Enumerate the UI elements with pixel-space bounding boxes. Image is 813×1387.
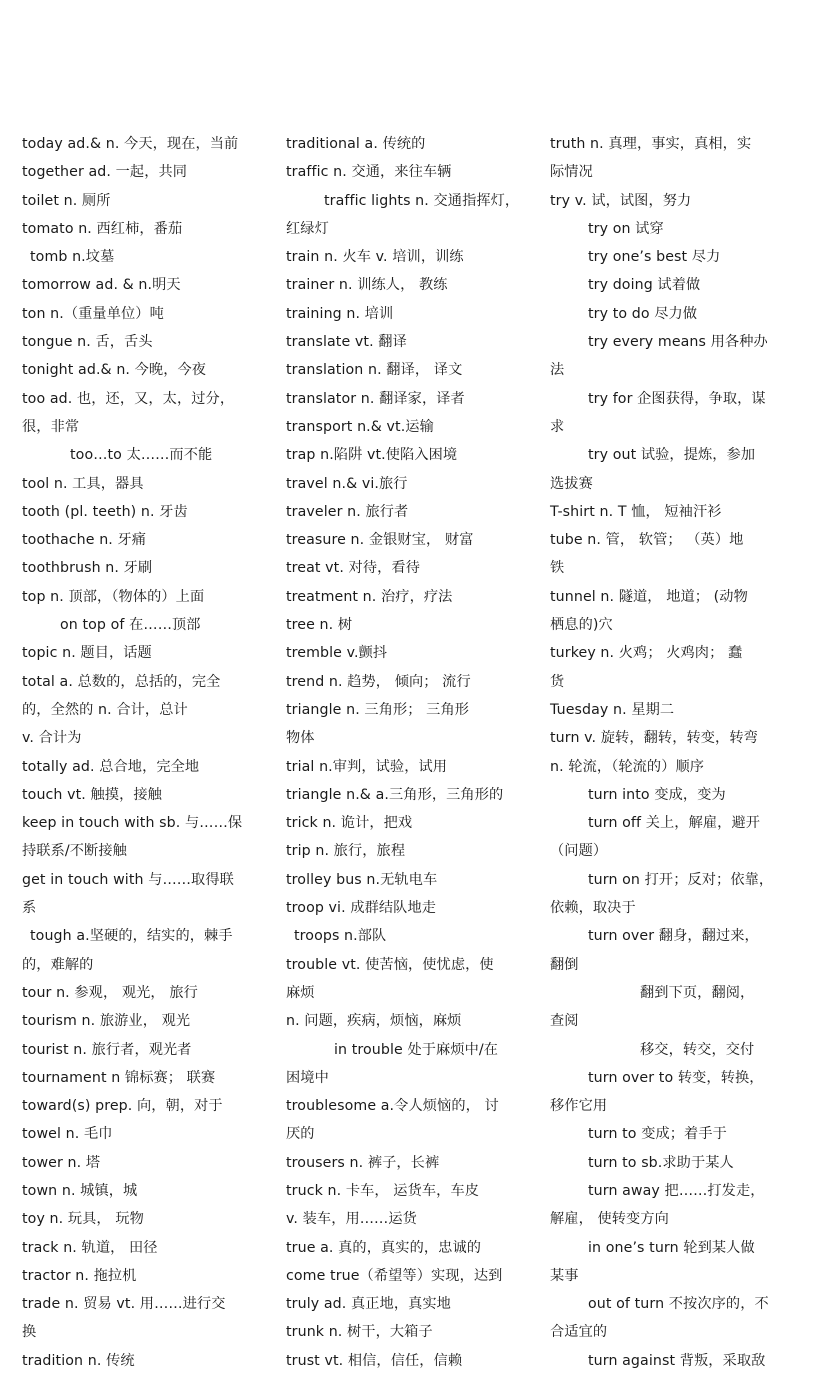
vocab-line: 持联系/不断接触 (22, 843, 127, 860)
vocab-line: 移交，转交，交付 (640, 1041, 755, 1058)
vocab-line: tomorrow ad. & n.明天 (22, 277, 181, 294)
vocab-line: truck n. 卡车， 运货车，车皮 (286, 1182, 480, 1199)
vocab-line: tower n. 塔 (22, 1154, 101, 1171)
vocab-line: trip n. 旅行，旅程 (286, 843, 406, 860)
vocab-line: transport n.& vt.运输 (286, 418, 434, 435)
vocab-line: traditional a. 传统的 (286, 136, 426, 152)
vocab-line: toilet n. 厕所 (22, 192, 111, 209)
vocab-line: topic n. 题目，话题 (22, 645, 152, 662)
vocab-line: tourist n. 旅行者，观光者 (22, 1041, 192, 1058)
vocab-line: 翻到下页，翻阅， (640, 984, 755, 1001)
vocab-line: traffic n. 交通，来往车辆 (286, 164, 452, 181)
vocab-line: 货 (550, 673, 565, 690)
vocab-line: try for 企图获得，争取，谋 (588, 390, 766, 407)
vocab-line: truth n. 真理，事实，真相，实 (550, 136, 752, 152)
vocab-line: toy n. 玩具， 玩物 (22, 1211, 144, 1228)
vocab-line: too…to 太……而不能 (70, 447, 213, 464)
vocab-line: ton n.（重量单位）吨 (22, 305, 164, 322)
vocab-line: 翻倒 (550, 956, 579, 973)
vocab-line: together ad. 一起，共同 (22, 164, 188, 181)
vocab-line: 解雇， 使转变方向 (550, 1211, 669, 1228)
vocab-line: translate vt. 翻译 (286, 334, 407, 351)
vocab-line: tournament n 锦标赛； 联赛 (22, 1069, 216, 1086)
vocab-line: tube n. 管， 软管； （英）地 (550, 532, 744, 549)
vocab-line: out of turn 不按次序的，不 (588, 1296, 769, 1313)
vocab-line: try one’s best 尽力 (588, 249, 721, 266)
vocab-line: trap n.陷阱 vt.使陷入困境 (286, 447, 458, 464)
vocab-line: 很，非常 (22, 418, 80, 435)
vocab-line: tree n. 树 (286, 617, 353, 634)
vocab-line: trainer n. 训练人， 教练 (286, 277, 448, 294)
vocab-line: try v. 试，试图，努力 (550, 192, 692, 209)
vocab-line: traveler n. 旅行者 (286, 503, 409, 520)
vocab-line: 困境中 (286, 1069, 329, 1086)
vocab-line: 系 (22, 900, 37, 917)
vocab-line: 际情况 (550, 164, 593, 181)
vocab-line: trend n. 趋势， 倾向； 流行 (286, 673, 471, 690)
vocab-line: traffic lights n. 交通指挥灯， (324, 192, 520, 209)
vocab-line: 移作它用 (550, 1098, 608, 1115)
vocab-line: turn over 翻身，翻过来， (588, 928, 759, 945)
vocab-line: 麻烦 (286, 984, 315, 1001)
vocab-line: get in touch with 与……取得联 (22, 871, 234, 888)
vocab-line: keep in touch with sb. 与……保 (22, 815, 243, 832)
vocab-line: come true（希望等）实现，达到 (286, 1267, 503, 1284)
vocab-line: total a. 总数的，总括的，完全 (22, 673, 221, 690)
vocab-line: try every means 用各种办 (588, 334, 768, 351)
vocab-line: turn over to 转变，转换， (588, 1069, 764, 1086)
vocab-line: turkey n. 火鸡； 火鸡肉； 蠢 (550, 645, 743, 662)
vocab-line: town n. 城镇，城 (22, 1182, 138, 1199)
vocab-line: troop vi. 成群结队地走 (286, 900, 437, 917)
vocab-line: toothbrush n. 牙刷 (22, 560, 153, 577)
vocab-line: treat vt. 对待，看待 (286, 560, 420, 577)
vocab-line: turn v. 旋转，翻转，转变，转弯 (550, 730, 758, 747)
vocab-line: troublesome a.令人烦恼的， 讨 (286, 1098, 499, 1115)
vocab-line: v. 装车，用……运货 (286, 1211, 417, 1228)
vocab-line: try on 试穿 (588, 220, 664, 237)
vocab-line: n. 问题，疾病，烦恼，麻烦 (286, 1013, 462, 1030)
vocab-line: training n. 培训 (286, 305, 394, 322)
vocab-line: 栖息的)穴 (550, 617, 613, 634)
vocab-line: tongue n. 舌，舌头 (22, 334, 153, 351)
vocab-line: 选拔赛 (550, 475, 593, 492)
vocab-line: tomb n.坟墓 (30, 249, 115, 266)
vocab-line: Tuesday n. 星期二 (550, 701, 675, 718)
vocab-line: trial n.审判，试验，试用 (286, 758, 448, 775)
vocab-line: tool n. 工具，器具 (22, 475, 144, 492)
vocab-line: triangle n.& a.三角形，三角形的 (286, 786, 504, 803)
vocab-line: tooth (pl. teeth) n. 牙齿 (22, 503, 188, 520)
vocab-line: tractor n. 拖拉机 (22, 1267, 137, 1284)
vocab-line: turn to 变成；着手于 (588, 1126, 727, 1143)
vocab-line: turn to sb.求助于某人 (588, 1154, 734, 1171)
vocab-line: 物体 (286, 730, 315, 747)
vocab-line: 的，全然的 n. 合计，总计 (22, 701, 188, 718)
vocab-line: towel n. 毛巾 (22, 1126, 113, 1143)
vocab-line: toward(s) prep. 向，朝，对于 (22, 1098, 223, 1115)
vocab-line: trouble vt. 使苦恼，使忧虑，使 (286, 956, 494, 973)
vocab-line: on top of 在……顶部 (60, 617, 201, 634)
vocab-line: in trouble 处于麻烦中/在 (334, 1041, 499, 1058)
vocab-line: try doing 试着做 (588, 277, 701, 294)
vocab-line: 换 (22, 1324, 37, 1341)
vocab-line: in one’s turn 轮到某人做 (588, 1239, 755, 1256)
vocab-line: treatment n. 治疗，疗法 (286, 588, 453, 605)
vocab-line: trolley bus n.无轨电车 (286, 871, 438, 888)
vocab-line: turn against 背叛，采取敌 (588, 1352, 766, 1369)
vocabulary-column-2 (286, 130, 518, 1375)
vocab-line: track n. 轨道， 田径 (22, 1239, 158, 1256)
vocab-line: truly ad. 真正地，真实地 (286, 1296, 451, 1313)
vocab-line: turn into 变成，变为 (588, 786, 726, 803)
vocab-line: 铁 (550, 560, 565, 577)
vocab-line: translation n. 翻译， 译文 (286, 362, 463, 379)
vocab-line: tunnel n. 隧道， 地道； (动物 (550, 588, 748, 605)
vocab-line: try out 试验，提炼，参加 (588, 447, 756, 464)
vocab-line: tonight ad.& n. 今晚，今夜 (22, 362, 207, 379)
vocab-line: totally ad. 总合地，完全地 (22, 758, 200, 775)
vocab-line: train n. 火车 v. 培训，训练 (286, 249, 464, 266)
vocab-line: tomato n. 西红柿，番茄 (22, 220, 183, 237)
vocab-line: 厌的 (286, 1126, 315, 1143)
vocabulary-column-3 (550, 130, 782, 1375)
vocab-line: n. 轮流，（轮流的）顺序 (550, 758, 705, 775)
vocab-line: 法 (550, 362, 565, 379)
vocab-line: top n. 顶部，（物体的）上面 (22, 588, 205, 605)
vocab-line: 合适宜的 (550, 1324, 608, 1341)
vocab-line: travel n.& vi.旅行 (286, 475, 408, 492)
vocab-line: trust vt. 相信，信任，信赖 (286, 1352, 463, 1369)
vocab-line: 的，难解的 (22, 956, 94, 973)
vocab-line: touch vt. 触摸，接触 (22, 786, 162, 803)
vocab-line: tour n. 参观， 观光， 旅行 (22, 984, 198, 1001)
vocab-line: tremble v.颤抖 (286, 645, 388, 662)
vocab-line: v. 合计为 (22, 730, 82, 747)
vocab-line: triangle n. 三角形； 三角形 (286, 701, 470, 718)
vocab-line: turn off 关上，解雇，避开 (588, 815, 761, 832)
vocab-line: too ad. 也，还，又，太，过分， (22, 390, 235, 407)
vocab-line: toothache n. 牙痛 (22, 532, 147, 549)
vocab-line: 求 (550, 418, 565, 435)
vocab-line: translator n. 翻译家，译者 (286, 390, 465, 407)
vocab-line: tradition n. 传统 (22, 1352, 135, 1369)
vocab-line: today ad.& n. 今天，现在，当前 (22, 136, 239, 152)
vocab-line: 查阅 (550, 1013, 579, 1030)
vocab-line: tough a.坚硬的，结实的，棘手 (30, 928, 233, 945)
vocab-line: trunk n. 树干，大箱子 (286, 1324, 433, 1341)
vocab-line: 某事 (550, 1267, 579, 1284)
vocab-line: turn away 把……打发走， (588, 1182, 765, 1199)
vocab-line: tourism n. 旅游业， 观光 (22, 1013, 191, 1030)
vocab-line: trick n. 诡计，把戏 (286, 815, 413, 832)
vocab-line: troops n.部队 (294, 928, 387, 945)
vocab-line: 红绿灯 (286, 220, 329, 237)
vocabulary-column-1 (22, 130, 254, 1375)
vocab-line: true a. 真的，真实的，忠诚的 (286, 1239, 482, 1256)
vocab-line: try to do 尽力做 (588, 305, 698, 322)
vocab-line: trousers n. 裤子，长裤 (286, 1154, 440, 1171)
vocab-line: treasure n. 金银财宝， 财富 (286, 532, 474, 549)
vocab-line: T-shirt n. T 恤， 短袖汗衫 (550, 503, 722, 520)
vocab-line: 依赖，取决于 (550, 900, 636, 917)
vocab-line: （问题） (550, 843, 608, 860)
vocab-line: trade n. 贸易 vt. 用……进行交 (22, 1296, 226, 1313)
vocab-line: turn on 打开；反对；依靠， (588, 871, 774, 888)
